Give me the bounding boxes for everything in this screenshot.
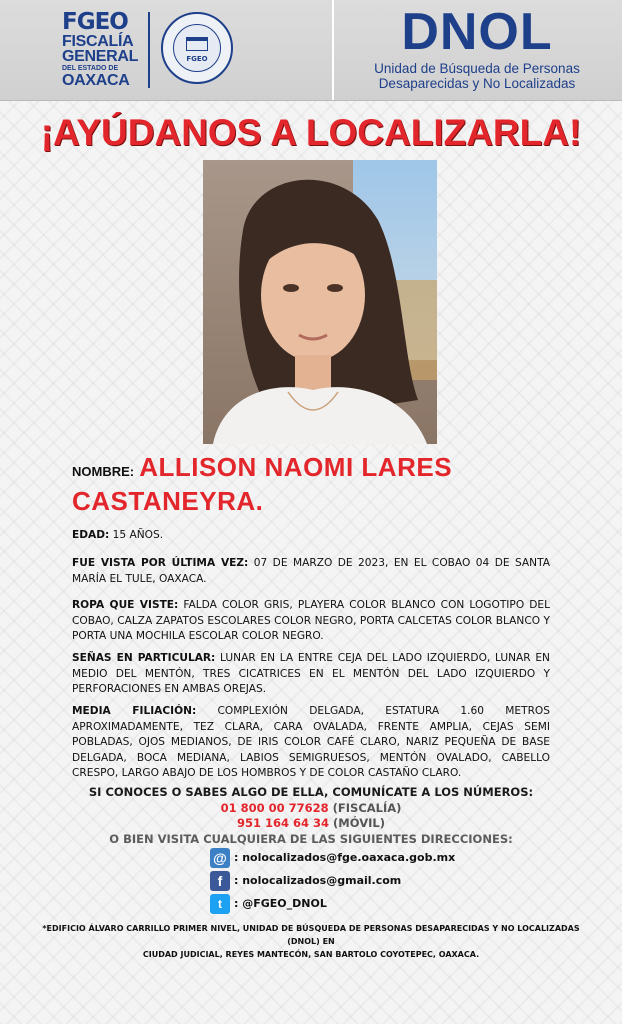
person-name-block bbox=[72, 450, 572, 518]
twitter-icon: t bbox=[210, 894, 230, 914]
phone-movil[interactable]: 951 164 64 34 bbox=[237, 816, 330, 830]
email-icon: @ bbox=[210, 848, 230, 868]
dnol-subtitle-line2: Desaparecidas y No Localizadas bbox=[378, 76, 576, 91]
dnol-subtitle-line1: Unidad de Búsqueda de Personas bbox=[374, 61, 580, 76]
last-seen-label: FUE VISTA POR ÚLTIMA VEZ: bbox=[72, 557, 249, 569]
visit-text: O BIEN VISITA CUALQUIERA DE LAS SIGUIENTES DIRECCIONES: bbox=[109, 831, 513, 846]
header-banner bbox=[0, 0, 622, 101]
age-value: 15 AÑOS. bbox=[112, 529, 164, 541]
description-paragraph bbox=[72, 704, 550, 782]
portrait-illustration bbox=[203, 160, 437, 444]
clothes-paragraph bbox=[72, 598, 550, 645]
missing-person-photo bbox=[203, 160, 437, 444]
facebook-account[interactable]: : nolocalizados@gmail.com bbox=[234, 874, 402, 887]
fgeo-divider-bar bbox=[148, 12, 150, 88]
last-seen-paragraph bbox=[72, 556, 550, 587]
clothes-label: ROPA QUE VISTE: bbox=[72, 599, 179, 611]
name-line1: ALLISON NAOMI LARES bbox=[139, 452, 453, 482]
marks-label: SEÑAS EN PARTICULAR: bbox=[72, 652, 216, 664]
email-address[interactable]: : nolocalizados@fge.oaxaca.gob.mx bbox=[234, 851, 456, 864]
last-seen-value: 07 DE MARZO DE 2023, EN EL COBAO 04 DE SANTA MARÍA EL TULE, OAXACA. bbox=[72, 557, 550, 585]
age-label: EDAD: bbox=[72, 529, 110, 541]
fgeo-seal-icon bbox=[161, 12, 233, 84]
contact-intro: SI CONOCES O SABES ALGO DE ELLA, COMUNÍCATE A LOS NÚMEROS: bbox=[88, 785, 534, 799]
fgeo-line-del-estado: DEL ESTADO DE bbox=[62, 65, 119, 72]
phone-movil-row bbox=[60, 816, 562, 832]
dnol-subtitle bbox=[332, 61, 622, 91]
fgeo-line-fiscalia: FISCALÍA bbox=[62, 33, 134, 50]
footer-address-note bbox=[40, 922, 582, 961]
contact-block bbox=[60, 785, 562, 847]
description-label: MEDIA FILIACIÓN: bbox=[72, 705, 197, 717]
fgeo-line-oaxaca: OAXACA bbox=[62, 72, 130, 89]
phone-movil-tag: (MÓVIL) bbox=[333, 816, 385, 830]
phone-fiscalia-row bbox=[60, 801, 562, 817]
fgeo-line-general: GENERAL bbox=[62, 48, 139, 65]
fgeo-logo-block bbox=[62, 10, 142, 88]
marks-value: LUNAR EN LA ENTRE CEJA DEL LADO IZQUIERDO, LUNAR EN MEDIO DEL MENTÓN, TRES CICATRICES EN EL MENTÓN DEL LADO IZQUIERDO Y PERFORACIONES EN AMBAS OREJAS. bbox=[72, 652, 550, 695]
footer-line1: *EDIFICIO ÁLVARO CARRILLO PRIMER NIVEL, UNIDAD DE BÚSQUEDA DE PERSONAS DESAPARECIDAS Y NO LOCALIZADAS (DNOL) EN bbox=[42, 924, 580, 946]
phone-fiscalia-tag: (FISCALÍA) bbox=[332, 800, 402, 815]
twitter-handle[interactable]: : @FGEO_DNOL bbox=[234, 897, 327, 910]
name-label: NOMBRE: bbox=[72, 464, 135, 479]
description-value: COMPLEXIÓN DELGADA, ESTATURA 1.60 METROS APROXIMADAMENTE, TEZ CLARA, CARA OVALADA, FRENTE AMPLIA, CEJAS SEMI POBLADAS, OJOS MEDIANOS, DE IRIS COLOR CAFÉ CLARO, NARIZ PEQUEÑA DE BASE DELGADA, BOCA MEDIANA, LABIOS SEMIGRUESOS, MENTÓN OVALADO, CABELLO CRESPO, LARGO ABAJO DE LOS HOMBROS Y DE COLOR CASTAÑO CLARO. bbox=[72, 705, 550, 779]
seal-building-icon bbox=[186, 37, 208, 51]
dnol-title: DNOL bbox=[401, 3, 553, 61]
phone-fiscalia[interactable]: 01 800 00 77628 bbox=[220, 800, 329, 815]
headline: ¡AYÚDANOS A LOCALIZARLA! bbox=[40, 112, 582, 153]
marks-paragraph bbox=[72, 651, 550, 698]
facebook-icon: f bbox=[210, 871, 230, 891]
fgeo-logo: FGEO bbox=[62, 9, 128, 35]
seal-inner-ring bbox=[173, 24, 221, 72]
footer-line2: CIUDAD JUDICIAL, REYES MANTECÓN, SAN BARTOLO COYOTEPEC, OAXACA. bbox=[142, 950, 480, 959]
clothes-value: FALDA COLOR GRIS, PLAYERA COLOR BLANCO CON LOGOTIPO DEL COBAO, CALZA ZAPATOS ESCOLARES COLOR NEGRO, PORTA CALCETAS COLOR BLANCO Y PORTA UNA MOCHILA ESCOLAR COLOR NEGRO. bbox=[72, 599, 550, 642]
facebook-contact-row[interactable] bbox=[210, 871, 510, 893]
name-line2: CASTANEYRA. bbox=[72, 486, 264, 516]
twitter-contact-row[interactable] bbox=[210, 894, 510, 916]
age-paragraph bbox=[72, 528, 550, 544]
email-contact-row[interactable] bbox=[210, 848, 510, 870]
seal-word: FGEO bbox=[186, 55, 208, 63]
